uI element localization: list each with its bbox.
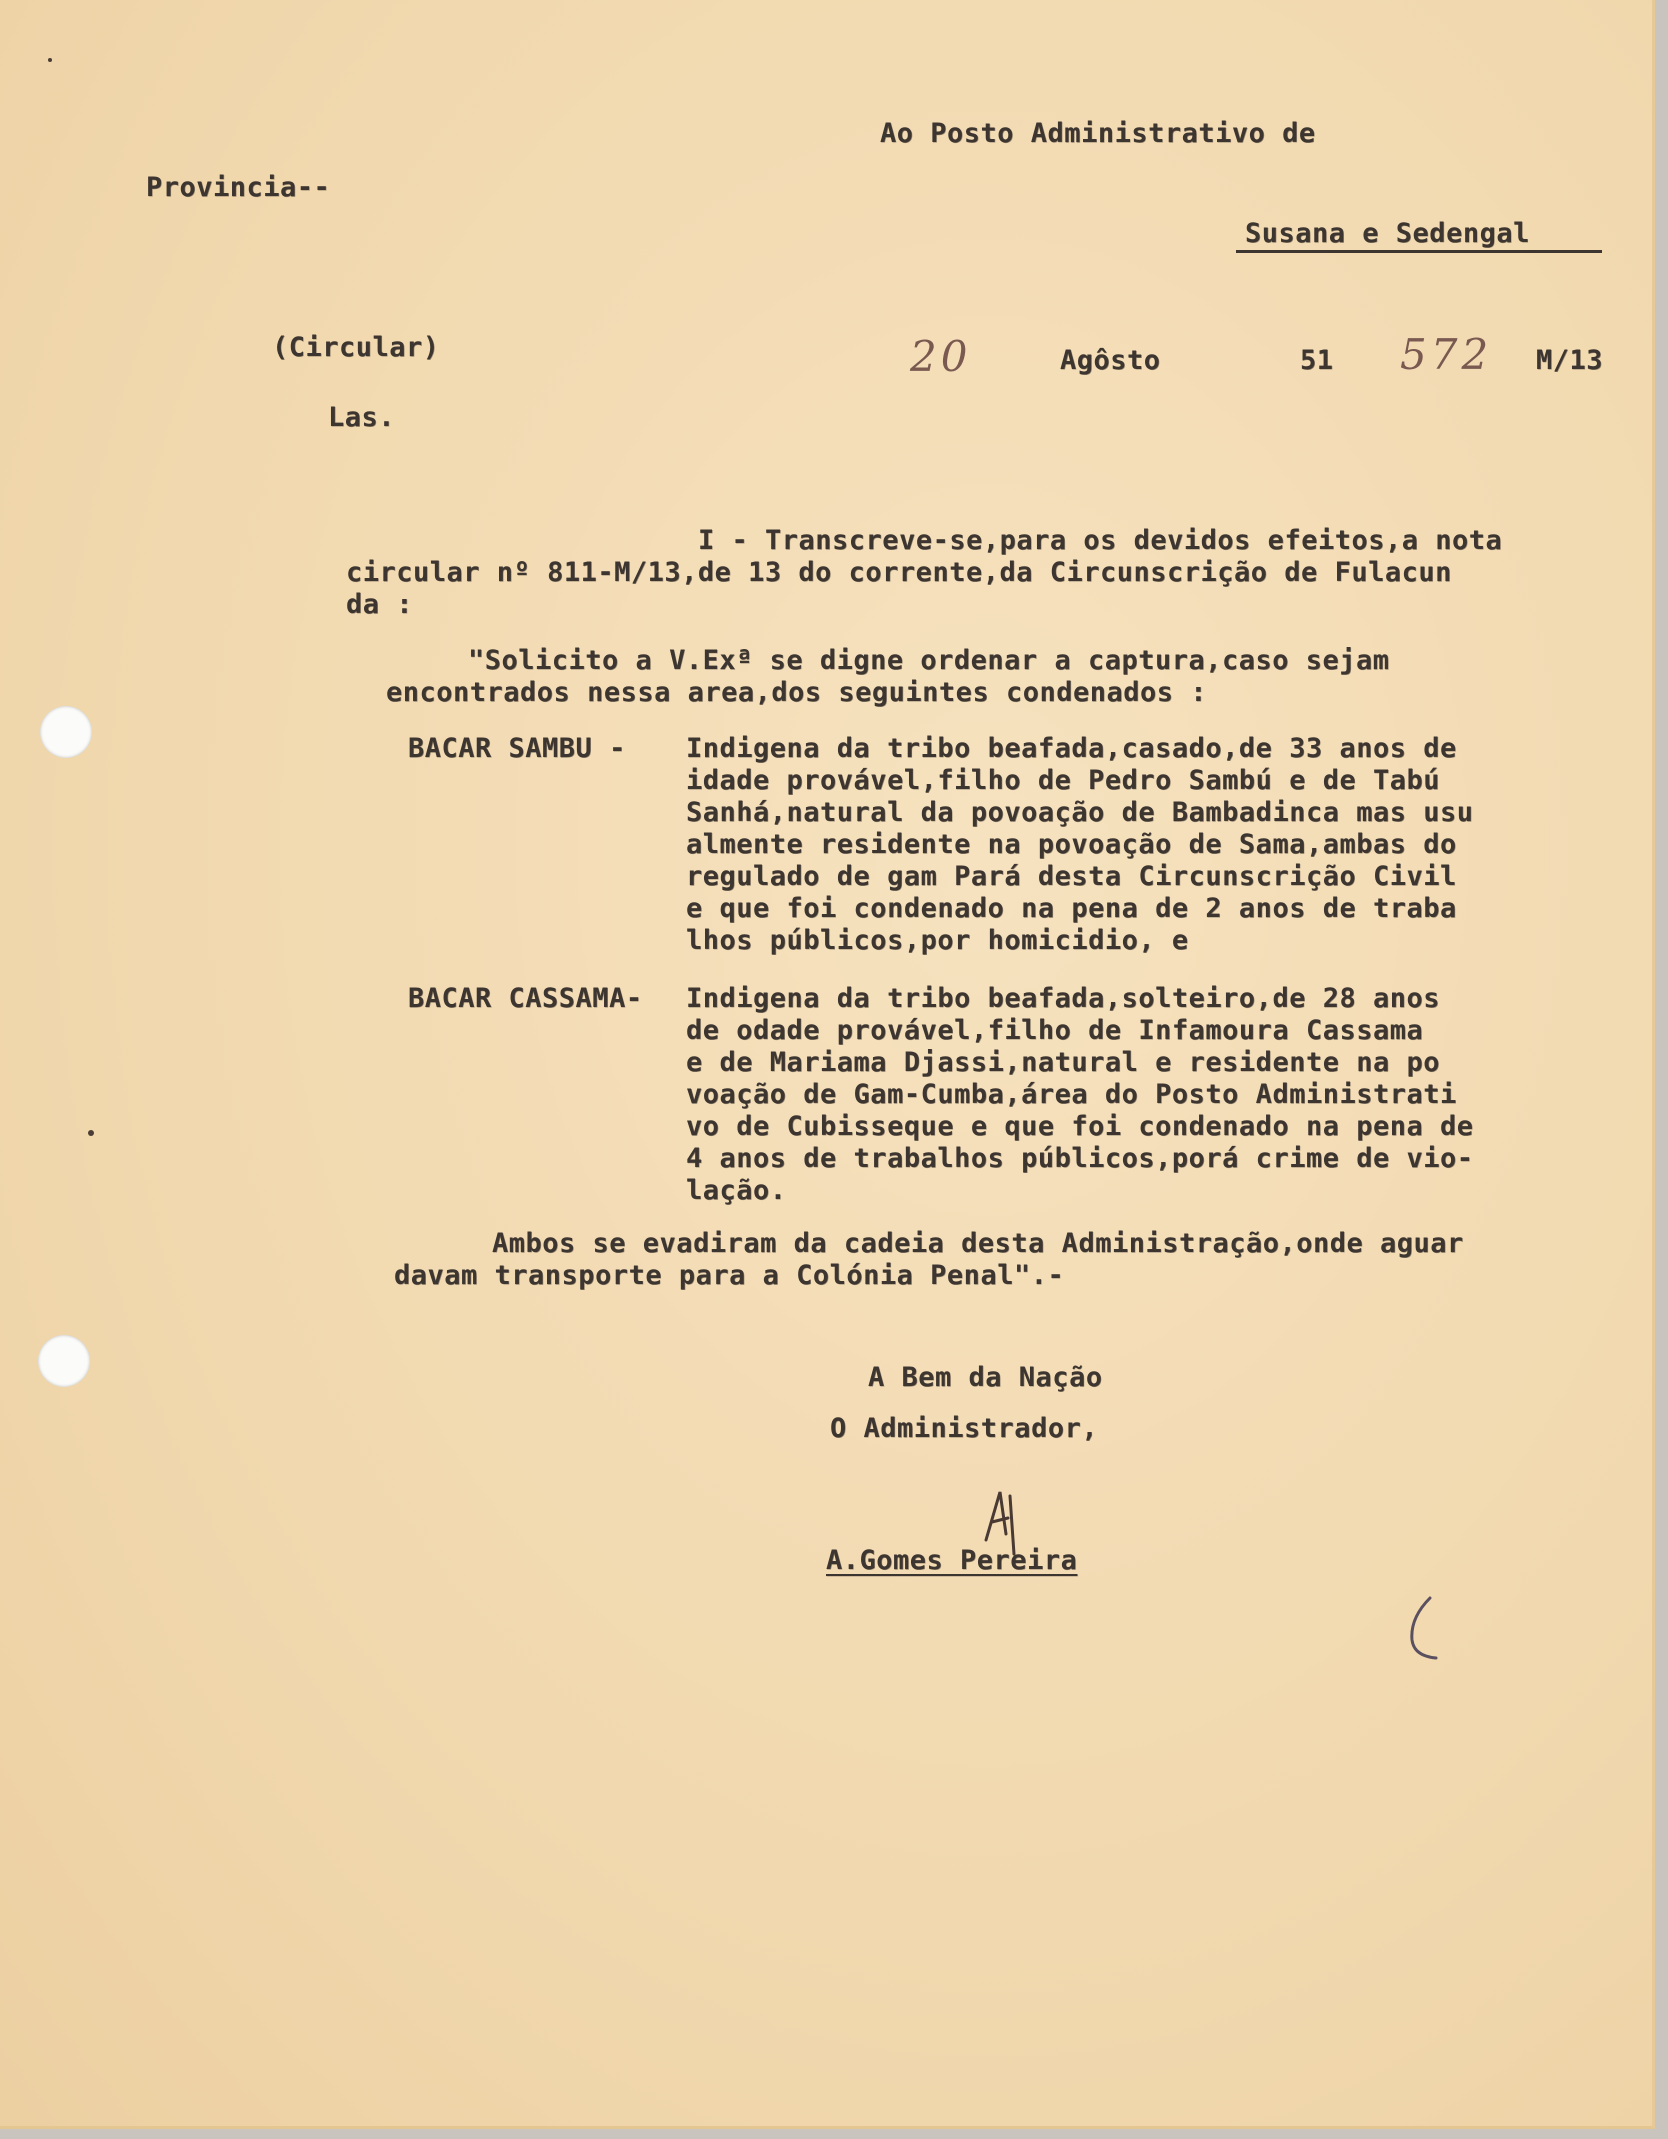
speck [48, 58, 52, 62]
reference-number-handwritten: 572 [1400, 330, 1493, 379]
closing-paragraph [394, 1228, 1464, 1292]
person-line: de odade provável,filho de Infamoura Cassama [686, 1015, 1424, 1046]
date-day-handwritten: 20 [910, 332, 972, 381]
request-line: "Solicito a V.Exª se digne ordenar a captura,caso sejam [468, 645, 1390, 676]
person-line: vo de Cubisseque e que foi condenado na pena de [686, 1111, 1474, 1142]
province-label: Provincia-- [146, 172, 331, 203]
addressee-line-1: Ao Posto Administrativo de [880, 118, 1316, 149]
person-line: idade provável,filho de Pedro Sambú e de Tabú [686, 765, 1440, 796]
person-line: Indigena da tribo beafada,solteiro,de 28 anos [686, 983, 1440, 1014]
person-line: voação de Gam-Cumba,área do Posto Administrati [686, 1079, 1457, 1110]
intro-paragraph [346, 525, 1502, 621]
salutation: Las. [328, 402, 396, 433]
person-line: 4 anos de trabalhos públicos,porá crime de vio- [686, 1143, 1474, 1174]
punch-hole-bottom [38, 1335, 90, 1387]
speck [88, 1130, 94, 1136]
intro-line: I - Transcreve-se,para os devidos efeitos,a nota [698, 525, 1503, 556]
person-line: e de Mariama Djassi,natural e residente na po [686, 1047, 1440, 1078]
addressee-line-2: Susana e Sedengal [1245, 218, 1530, 249]
date-month: Agôsto [1060, 345, 1161, 376]
punch-hole-top [40, 706, 92, 758]
person-line: e que foi condenado na pena de 2 anos de traba [686, 893, 1457, 924]
person-name: BACAR CASSAMA- [408, 983, 643, 1014]
signature-flourish [1390, 1590, 1460, 1674]
flourish-mark [1390, 1590, 1460, 1670]
person-description [686, 733, 1474, 957]
intro-line: da : [346, 589, 414, 620]
closing-line: Ambos se evadiram da cadeia desta Administração,onde aguar [492, 1228, 1464, 1259]
circular-label: (Circular) [272, 332, 440, 363]
request-paragraph [386, 645, 1390, 709]
addressee-underline [1236, 250, 1602, 253]
closing-line: davam transporte para a Colónia Penal".- [394, 1260, 1065, 1291]
intro-line: circular nº 811-M/13,de 13 do corrente,da Circunscrição de Fulacun [346, 557, 1452, 588]
person-description [686, 983, 1474, 1207]
person-line: lhos públicos,por homicidio, e [686, 925, 1189, 956]
date-year: 51 [1300, 345, 1334, 376]
person-line: regulado de gam Pará desta Circunscrição Civil [686, 861, 1457, 892]
request-line: encontrados nessa area,dos seguintes condenados : [386, 677, 1208, 708]
valediction: A Bem da Nação [868, 1362, 1103, 1393]
signatory-title: O Administrador, [830, 1413, 1099, 1444]
person-line: almente residente na povoação de Sama,ambas do [686, 829, 1457, 860]
reference-code: M/13 [1536, 345, 1604, 376]
signatory-name: A.Gomes Pereira [826, 1545, 1078, 1576]
person-line: Sanhá,natural da povoação de Bambadinca mas usu [686, 797, 1474, 828]
person-name: BACAR SAMBU - [408, 733, 626, 764]
person-line: Indigena da tribo beafada,casado,de 33 anos de [686, 733, 1457, 764]
person-line: lação. [686, 1175, 787, 1206]
